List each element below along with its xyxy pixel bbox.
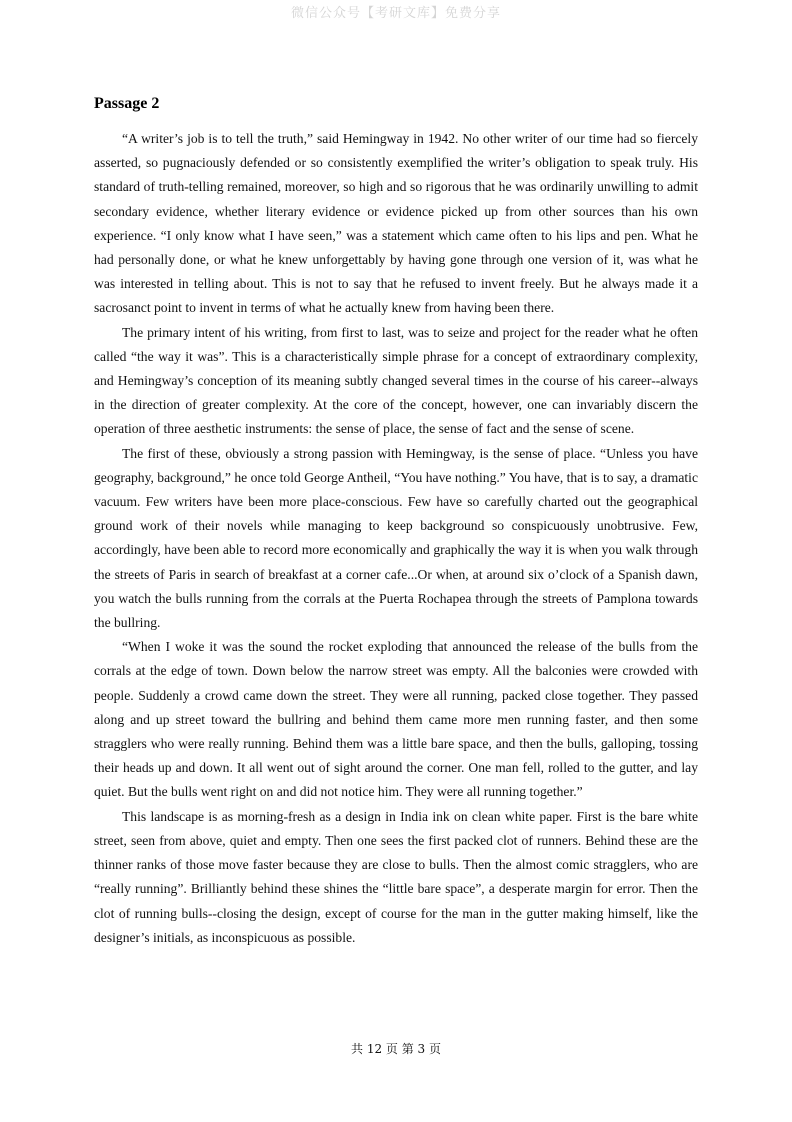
paragraph-4-quotation: “When I woke it was the sound the rocket exploding that announced the release of the bulls from the corrals at the edge of town. Down below the narrow street was empty. All the balconies were crowded with people. Suddenly a crowd came down the street. They were all running, packed close together. They passed along and up street toward the bullring and behind them came more men running faster, and then some stragglers who were really running. Behind them was a little bare space, and then the bulls, galloping, tossing their heads up and down. It all went out of sight around the corner. One man fell, rolled to the gutter, and lay quiet. But the bulls went right on and did not notice him. They were all running together.” — [94, 639, 698, 800]
passage-heading: Passage 2 — [94, 95, 160, 112]
watermark: 微信公众号【考研文库】免费分享 — [290, 6, 501, 21]
paragraph-2: The primary intent of his writing, from first to last, was to seize and project for the reader what he often called “the way it was”. This is a characteristically simple phrase for a concept of extraordinary complexity, and Hemingway’s conception of its meaning subtly changed several times in the course of his career--always in the direction of greater complexity. At the core of the concept, however, one can invariably discern the operation of three aesthetic instruments: the sense of place, the sense of fact and the sense of scene. — [94, 324, 698, 437]
paragraph-1: “A writer’s job is to tell the truth,” said Hemingway in 1942. No other writer of our time had so fiercely asserted, so pugnaciously defended or so consistently exemplified the writer’s obligation to speak truly. His standard of truth-telling remained, moreover, so high and so rigorous that he was ordinarily unwilling to admit secondary evidence, whether literary evidence or evidence picked up from other sources than his own experience. “I only know what I have seen,” was a statement which came often to his lips and pen. What he had personally done, or what he knew unforgettably by having gone through one version of it, was what he was interested in telling about. This is not to say that he refused to invent freely. But he always made it a sacrosanct point to invent in terms of what he actually knew from having been there. — [94, 131, 698, 316]
page-number-footer: 共 12 页 第 3 页 — [351, 1042, 441, 1056]
document-body — [94, 92, 698, 950]
paragraph-3: The first of these, obviously a strong passion with Hemingway, is the sense of place. “Unless you have geography, background,” he once told George Antheil, “You have nothing.” You have, that is to say, a dramatic vacuum. Few writers have been more place-conscious. Few have so carefully charted out the geographical ground work of their novels while managing to keep background so conspicuously unobtrusive. Few, accordingly, have been able to record more economically and graphically the way it is when you walk through the streets of Paris in search of breakfast at a corner cafe...Or when, at around six o’clock of a Spanish dawn, you watch the bulls running from the corrals at the Puerta Rochapea through the streets of Pamplona towards the bullring. — [94, 445, 698, 631]
paragraph-5: This landscape is as morning-fresh as a design in India ink on clean white paper. First is the bare white street, seen from above, quiet and empty. Then one sees the first packed clot of runners. Behind these are the thinner ranks of those move faster because they are close to bulls. Then the almost comic stragglers, who are “really running”. Brilliantly behind these shines the “little bare space”, a desperate margin for error. Then the clot of running bulls--closing the design, except of course for the man in the gutter making himself, like the designer’s initials, as inconspicuous as possible. — [94, 808, 698, 945]
